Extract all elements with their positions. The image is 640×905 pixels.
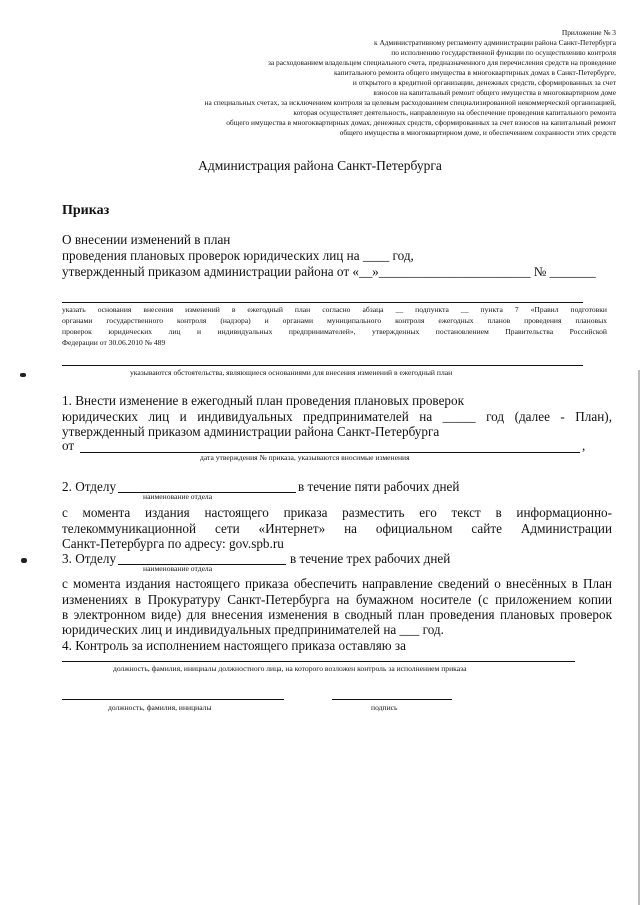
item2-line-4: Санкт-Петербурга по адресу: gov.spb.ru <box>62 536 284 551</box>
item4-caption: должность, фамилия, инициалы должностного лица, на которого возложен контроль за исполнением приказа <box>113 664 467 673</box>
appendix-line: за расходованием владельцем специального счета, предназначенного для перечисления средств на проведение <box>268 58 616 67</box>
item1-from-comma: , <box>582 438 586 453</box>
item2-prefix: 2. Отделу <box>62 479 117 494</box>
item4-text: 4. Контроль за исполнением настоящего приказа оставляю за <box>62 638 406 653</box>
item2-suffix: в течение пяти рабочих дней <box>298 479 460 494</box>
subject-line-2: проведения плановых проверок юридических лиц на ____ год, <box>62 248 414 263</box>
item4-line <box>62 661 575 662</box>
signature-position-caption: должность, фамилия, инициалы <box>108 703 212 712</box>
item3-prefix: 3. Отделу <box>62 551 117 566</box>
basis-line-4: Федерации от 30.06.2010 № 489 <box>62 338 166 347</box>
subject-line-3: утвержденный приказом администрации района от «__»_______________________ № _______ <box>62 264 596 279</box>
item3-line-5: юридических лиц и индивидуальных предпринимателей на ___ год. <box>62 622 444 637</box>
subject-line-1: О внесении изменений в план <box>62 232 231 247</box>
signature-sign-caption: подпись <box>371 703 398 712</box>
item1-line-3: утвержденный приказом администрации района Санкт-Петербурга <box>62 424 440 439</box>
item3-suffix: в течение трех рабочих дней <box>290 551 451 566</box>
basis-line-1: указать основания внесения изменений в ежегодный план согласно абзаца __ подпункта __ пункта 7 «Правил подготовки <box>62 305 607 314</box>
item3-line-4: в электронном виде) для внесения изменения в сводный план проведения плановых проверок <box>62 607 612 622</box>
item1-caption: дата утверждения № приказа, указываются вносимые изменения <box>200 453 410 462</box>
signature-position-line <box>62 699 284 700</box>
appendix-line: к Административному регламенту администрации района Санкт-Петербурга <box>374 38 616 47</box>
appendix-line: общего имущества в многоквартирном доме, и обеспечением сохранности этих средств <box>339 128 616 137</box>
basis-line-2: органами государственного контроля (надзора) и органами муниципального контроля ежегодных планов проведения плановых <box>62 316 607 325</box>
circumstances-caption: указываются обстоятельства, являющиеся основаниями для внесения изменений в ежегодный план <box>130 368 453 377</box>
scan-speck <box>20 373 26 377</box>
scan-speck <box>21 558 27 563</box>
basis-line-3: проверок юридических лиц и индивидуальных предпринимателей», утвержденных постановлением Правительства Российской <box>62 327 607 336</box>
appendix-line: общего имущества в многоквартирных домах, денежных средств, сформированных за счет взносов на капитальный ремонт <box>226 118 616 127</box>
appendix-line: и открытого в кредитной организации, денежных средств, сформированных за счет <box>352 78 616 87</box>
administration-title: Администрация района Санкт-Петербурга <box>198 158 442 173</box>
item2-caption: наименование отдела <box>143 492 213 501</box>
item1-from: от <box>62 438 75 453</box>
appendix-line: капитального ремонта общего имущества в многоквартирных домах в Санкт-Петербурге, <box>333 68 616 77</box>
appendix-line: на специальных счетах, за исключением контроля за целевым расходованием специализированной некоммерческой организацией, <box>204 98 616 107</box>
appendix-line: взносов на капитальный ремонт общего имущества в многоквартирном доме <box>373 88 616 97</box>
circumstances-line <box>62 365 583 366</box>
item1-line-2: юридических лиц и индивидуальных предпринимателей на _____ год (далее - План), <box>62 409 612 424</box>
item2-line-2: с момента издания настоящего приказа разместить его текст в информационно- <box>62 505 612 520</box>
appendix-line: по исполнению государственной функции по осуществлению контроля <box>391 48 616 57</box>
item3-line-2: с момента издания настоящего приказа обеспечить направление сведений о внесённых в План <box>62 576 612 591</box>
basis-underline <box>62 302 583 303</box>
signature-sign-line <box>332 699 452 700</box>
appendix-title: Приложение № 3 <box>561 28 616 37</box>
item2-line-3: телекоммуникационной сети «Интернет» на официальном сайте Администрации <box>62 521 612 536</box>
item3-line-3: изменениях в Прокуратуру Санкт-Петербурга на бумажном носителе (с приложением копии <box>62 592 612 607</box>
item1-line-1: 1. Внести изменение в ежегодный план проведения плановых проверок <box>62 393 465 408</box>
order-title: Приказ <box>62 203 110 218</box>
item3-caption: наименование отдела <box>143 564 213 573</box>
appendix-line: которая осуществляет деятельность, направленную на обеспечение проведения капитального ремонта <box>293 108 616 117</box>
